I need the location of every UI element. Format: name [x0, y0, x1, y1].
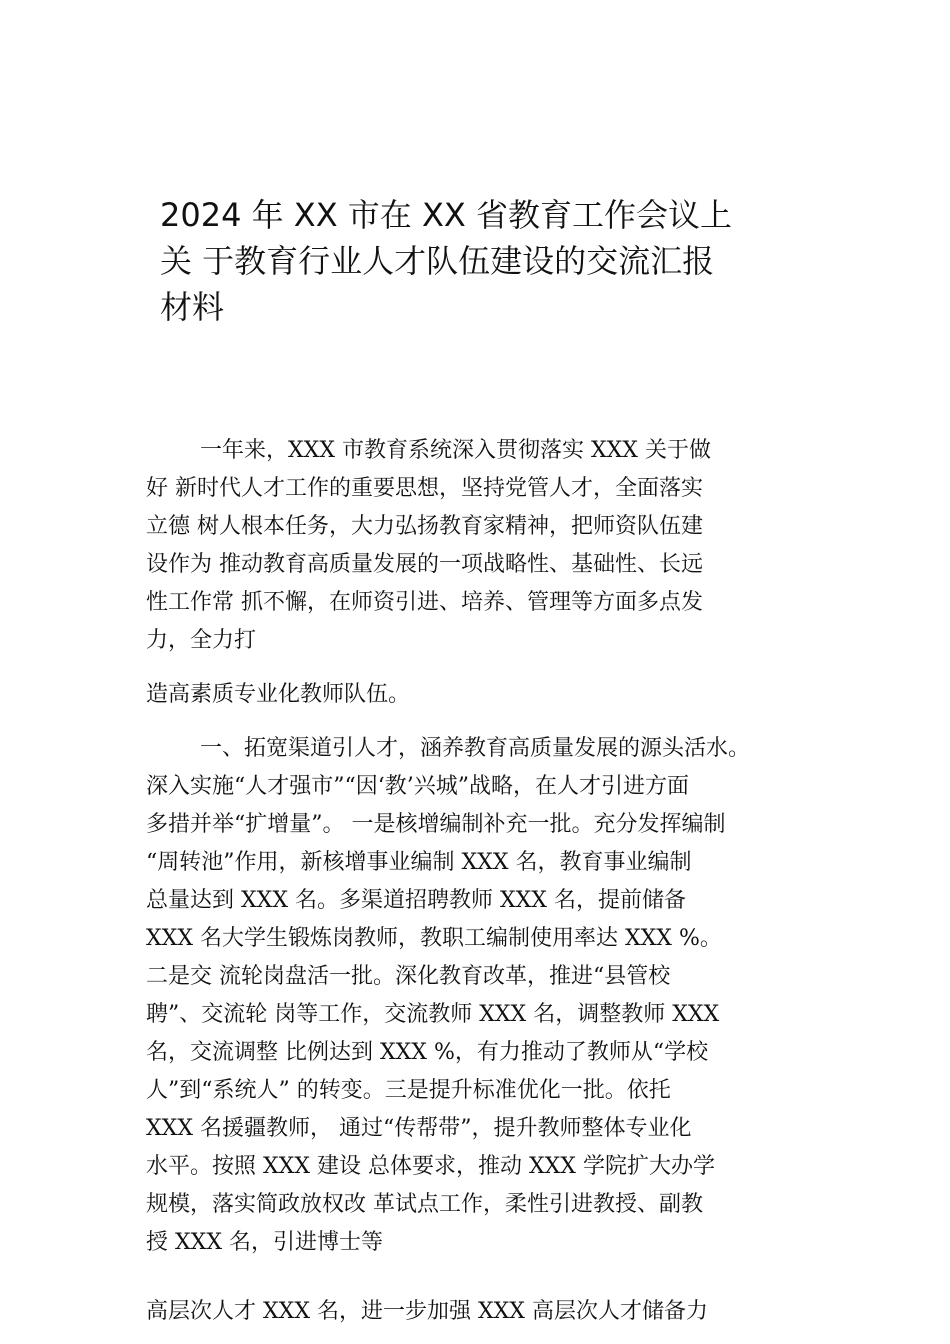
text-line: 二是交 流轮岗盘活一批。深化教育改革，推进“县管校: [146, 964, 671, 989]
text-line: 名，交流调整 比例达到 XXX %，有力推动了教师从“学校: [146, 1040, 709, 1065]
text-line: 总量达到 XXX 名。多渠道招聘教师 XXX 名，提前储备: [146, 888, 686, 913]
text-line: XXX 名大学生锻炼岗教师，教职工编制使用率达 XXX %。: [146, 926, 722, 951]
text-line: 立德 树人根本任务，大力弘扬教育家精神，把师资队伍建: [146, 514, 703, 539]
text-line: 好 新时代人才工作的重要思想，坚持党管人才，全面落实: [146, 476, 703, 501]
text-line: 聘”、交流轮 岗等工作，交流教师 XXX 名，调整教师 XXX: [146, 1002, 720, 1027]
title-line: 2024 年 XX 市在 XX 省教育工作会议上: [160, 196, 732, 234]
text-line: 力，全力打: [146, 628, 257, 653]
text-line: 深入实施“人才强市”“因‘教’兴城”战略，在人才引进方面: [146, 774, 689, 799]
text-line: 人”到“系统人” 的转变。三是提升标准优化一批。依托: [146, 1078, 671, 1103]
text-line: XXX 名援疆教师， 通过“传帮带”，提升教师整体专业化: [146, 1116, 692, 1141]
text-line: 高层次人才 XXX 名，进一步加强 XXX 高层次人才储备力: [146, 1299, 708, 1324]
paragraph-intro: [146, 432, 811, 660]
paragraph-section-one: [146, 730, 811, 1262]
text-line: 授 XXX 名，引进博士等: [146, 1230, 383, 1255]
text-line: “周转池”作用，新核增事业编制 XXX 名，教育事业编制: [146, 850, 692, 875]
title-line: 材料: [160, 288, 225, 326]
text-line: 多措并举“扩增量”。 一是核增编制补充一批。充分发挥编制: [146, 812, 726, 837]
text-line: 一年来，XXX 市教育系统深入贯彻落实 XXX 关于做: [200, 438, 711, 463]
paragraph-intro-continued: [146, 676, 811, 714]
paragraph-section-one-continued: [146, 1293, 811, 1331]
text-line: 一、拓宽渠道引人才，涵养教育高质量发展的源头活水。: [200, 736, 751, 761]
text-line: 造高素质专业化教师队伍。: [146, 682, 411, 707]
text-line: 性工作常 抓不懈，在师资引进、培养、管理等方面多点发: [146, 590, 703, 615]
text-line: 规模，落实简政放权改 革试点工作，柔性引进教授、副教: [146, 1192, 703, 1217]
document-title: [160, 192, 800, 330]
text-line: 设作为 推动教育高质量发展的一项战略性、基础性、长远: [146, 552, 703, 577]
text-line: 水平。按照 XXX 建设 总体要求，推动 XXX 学院扩大办学: [146, 1154, 715, 1179]
title-line: 关 于教育行业人才队伍建设的交流汇报: [160, 242, 715, 280]
